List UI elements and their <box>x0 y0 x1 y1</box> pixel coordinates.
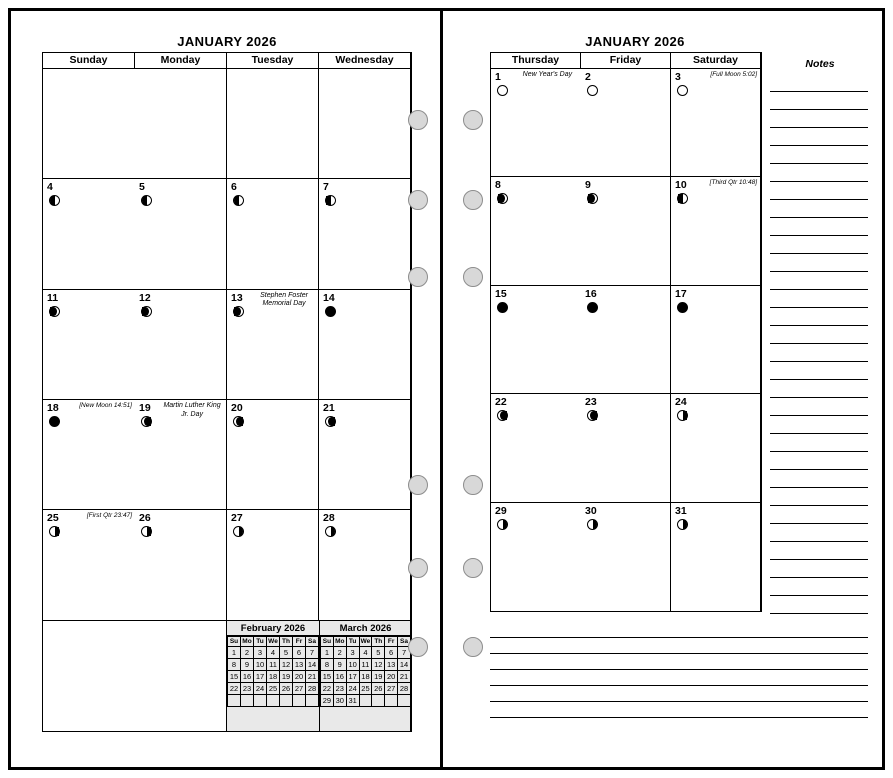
note-line[interactable] <box>770 182 868 200</box>
mini-day-cell: 16 <box>241 670 254 682</box>
note-line[interactable] <box>770 416 868 434</box>
moon-phase-icon <box>49 306 60 317</box>
mini-day-cell: 13 <box>385 658 398 670</box>
calendar-day-cell[interactable] <box>227 290 319 400</box>
mini-day-cell: 1 <box>228 646 241 658</box>
mini-day-cell: 7 <box>306 646 319 658</box>
day-number: 3 <box>675 71 681 83</box>
day-number: 20 <box>231 402 243 414</box>
calendar-day-cell[interactable] <box>581 69 671 177</box>
dow-header-monday: Monday <box>135 53 227 69</box>
calendar-day-cell[interactable] <box>581 177 671 285</box>
note-line[interactable] <box>770 542 868 560</box>
note-line[interactable] <box>770 92 868 110</box>
moon-phase-icon <box>587 519 598 530</box>
calendar-day-cell[interactable] <box>671 286 761 394</box>
mini-day-cell: 16 <box>333 670 346 682</box>
calendar-day-cell[interactable] <box>671 69 761 177</box>
moon-phase-icon <box>233 195 244 206</box>
note-line[interactable] <box>770 470 868 488</box>
mini-day-cell: 26 <box>280 682 293 694</box>
note-line[interactable] <box>770 254 868 272</box>
note-line[interactable] <box>770 272 868 290</box>
calendar-day-cell[interactable] <box>491 177 581 285</box>
moon-phase-icon <box>325 195 336 206</box>
day-number: 19 <box>139 402 151 414</box>
moon-phase-icon <box>141 526 152 537</box>
day-number: 27 <box>231 512 243 525</box>
note-line[interactable] <box>770 110 868 128</box>
mini-day-cell <box>293 694 306 706</box>
mini-day-cell: 8 <box>321 658 334 670</box>
mini-month <box>227 621 319 731</box>
moon-event-note: [First Qtr 23:47] <box>86 512 132 520</box>
moon-phase-icon <box>141 416 152 427</box>
mini-day-cell: 2 <box>333 646 346 658</box>
note-line[interactable] <box>770 290 868 308</box>
punch-hole <box>408 475 428 495</box>
mini-day-cell: 18 <box>359 670 372 682</box>
day-number: 4 <box>47 181 53 194</box>
note-line[interactable] <box>490 654 868 670</box>
notes-lines-column[interactable] <box>770 74 868 614</box>
mini-day-cell: 23 <box>241 682 254 694</box>
calendar-day-cell[interactable] <box>135 69 227 179</box>
mini-day-cell: 11 <box>359 658 372 670</box>
moon-phase-icon <box>141 195 152 206</box>
moon-phase-icon <box>587 193 598 204</box>
note-line[interactable] <box>770 560 868 578</box>
mini-dow-header: Fr <box>293 636 306 646</box>
dow-header-sunday: Sunday <box>43 53 135 69</box>
punch-hole <box>463 637 483 657</box>
moon-phase-icon <box>233 526 244 537</box>
moon-phase-icon <box>497 519 508 530</box>
mini-day-cell: 29 <box>321 694 334 706</box>
mini-day-cell: 27 <box>293 682 306 694</box>
calendar-day-cell[interactable] <box>581 286 671 394</box>
mini-day-cell: 2 <box>241 646 254 658</box>
day-number: 28 <box>323 512 335 525</box>
calendar-day-cell[interactable] <box>135 510 227 620</box>
mini-day-cell: 7 <box>398 646 411 658</box>
calendar-day-cell[interactable] <box>43 400 135 510</box>
dow-header-thursday: Thursday <box>491 53 581 69</box>
note-line[interactable] <box>770 200 868 218</box>
mini-day-cell: 6 <box>293 646 306 658</box>
note-line[interactable] <box>770 488 868 506</box>
moon-phase-icon <box>325 306 336 317</box>
day-number: 6 <box>231 181 237 194</box>
day-number: 25 <box>47 512 59 525</box>
mini-week-row <box>228 670 319 682</box>
calendar-day-cell[interactable] <box>491 286 581 394</box>
mini-dow-header: Mo <box>242 637 252 645</box>
punch-hole <box>408 267 428 287</box>
note-line[interactable] <box>770 218 868 236</box>
moon-phase-icon <box>49 195 60 206</box>
note-line[interactable] <box>490 686 868 702</box>
day-number: 5 <box>139 181 145 194</box>
calendar-day-cell[interactable] <box>227 179 319 289</box>
day-number: 23 <box>585 396 597 409</box>
calendar-day-cell[interactable] <box>43 621 135 731</box>
mini-day-cell: 19 <box>372 670 385 682</box>
day-event-label: Stephen Foster Memorial Day <box>260 291 308 308</box>
note-line[interactable] <box>770 344 868 362</box>
mini-day-cell <box>280 694 293 706</box>
note-line[interactable] <box>490 638 868 654</box>
note-line[interactable] <box>770 524 868 542</box>
notes-lines-bottom[interactable] <box>490 622 868 732</box>
day-number: 1 <box>495 71 501 83</box>
day-number: 16 <box>585 287 597 300</box>
day-number: 7 <box>323 181 329 194</box>
moon-phase-icon <box>49 526 60 537</box>
calendar-day-cell[interactable] <box>135 621 227 731</box>
mini-day-cell <box>254 694 267 706</box>
note-line[interactable] <box>770 164 868 182</box>
mini-day-cell: 14 <box>306 658 319 670</box>
calendar-day-cell[interactable] <box>671 177 761 285</box>
mini-dow-header: Su <box>228 636 241 646</box>
punch-hole <box>408 190 428 210</box>
moon-phase-icon <box>497 193 508 204</box>
calendar-day-cell[interactable] <box>135 290 227 400</box>
mini-day-cell: 9 <box>333 658 346 670</box>
calendar-day-cell[interactable] <box>671 503 761 611</box>
day-number: 2 <box>585 71 591 83</box>
mini-day-cell: 6 <box>385 646 398 658</box>
mini-day-cell: 5 <box>372 646 385 658</box>
mini-day-cell: 28 <box>398 682 411 694</box>
mini-day-cell: 9 <box>241 658 254 670</box>
mini-day-cell: 18 <box>267 670 280 682</box>
note-line[interactable] <box>490 670 868 686</box>
calendar-day-cell[interactable] <box>581 503 671 611</box>
moon-phase-icon <box>497 410 508 421</box>
day-number: 17 <box>675 287 687 300</box>
day-number: 18 <box>47 402 59 414</box>
mini-day-cell: 26 <box>372 682 385 694</box>
moon-phase-icon <box>677 302 688 313</box>
mini-day-cell <box>267 694 280 706</box>
punch-hole <box>463 110 483 130</box>
moon-phase-icon <box>49 416 60 427</box>
moon-phase-icon <box>325 416 336 427</box>
punch-hole <box>463 475 483 495</box>
mini-day-cell: 20 <box>385 670 398 682</box>
calendar-day-cell[interactable] <box>319 510 411 620</box>
day-event-label: New Year's Day <box>522 71 573 78</box>
punch-hole <box>408 558 428 578</box>
dow-header-friday: Friday <box>581 53 671 69</box>
mini-month-title: February 2026 <box>227 621 319 636</box>
note-line[interactable] <box>770 380 868 398</box>
day-number: 12 <box>139 291 151 304</box>
mini-day-cell: 12 <box>280 658 293 670</box>
mini-day-cell: 20 <box>293 670 306 682</box>
moon-phase-icon <box>497 302 508 313</box>
binder-spine <box>440 8 443 770</box>
mini-week-row <box>228 646 319 658</box>
mini-day-cell: 31 <box>346 694 359 706</box>
day-event-label: Martin Luther King Jr. Day <box>163 402 221 418</box>
day-number: 10 <box>675 179 687 192</box>
mini-day-cell: 30 <box>333 694 346 706</box>
calendar-day-cell[interactable] <box>227 400 319 510</box>
mini-day-cell: 17 <box>346 670 359 682</box>
calendar-day-cell[interactable] <box>135 179 227 289</box>
moon-phase-icon <box>587 302 598 313</box>
mini-day-cell: 3 <box>254 646 267 658</box>
dow-header-wednesday: Wednesday <box>319 53 411 69</box>
moon-phase-icon <box>497 85 508 96</box>
notes-heading: Notes <box>805 58 835 70</box>
left-calendar-grid <box>42 52 412 732</box>
day-number: 24 <box>675 396 687 409</box>
mini-day-cell: 14 <box>398 658 411 670</box>
mini-week-row <box>228 658 319 670</box>
punch-hole <box>408 110 428 130</box>
note-line[interactable] <box>770 362 868 380</box>
mini-months-cell[interactable] <box>227 621 409 731</box>
left-month-title: JANUARY 2026 <box>177 34 277 49</box>
mini-day-cell: 17 <box>254 670 267 682</box>
mini-day-cell: 1 <box>321 646 334 658</box>
calendar-day-cell[interactable] <box>491 69 581 177</box>
note-line[interactable] <box>770 434 868 452</box>
mini-day-cell: 22 <box>228 682 241 694</box>
day-number: 15 <box>495 287 507 300</box>
moon-phase-icon <box>587 410 598 421</box>
mini-day-cell: 24 <box>254 682 267 694</box>
mini-dow-header: Th <box>372 636 385 646</box>
calendar-day-cell[interactable] <box>581 394 671 502</box>
moon-phase-icon <box>677 410 688 421</box>
mini-day-cell: 28 <box>306 682 319 694</box>
calendar-day-cell[interactable] <box>319 621 411 731</box>
mini-day-cell: 24 <box>346 682 359 694</box>
mini-day-cell: 10 <box>254 658 267 670</box>
mini-dow-header: Su <box>321 636 334 646</box>
calendar-day-cell[interactable] <box>319 179 411 289</box>
mini-day-cell: 4 <box>267 646 280 658</box>
moon-phase-icon <box>233 306 244 317</box>
note-line[interactable] <box>770 326 868 344</box>
note-line[interactable] <box>490 702 868 718</box>
moon-phase-icon <box>587 85 598 96</box>
calendar-day-cell[interactable] <box>227 69 319 179</box>
punch-hole <box>408 637 428 657</box>
note-line[interactable] <box>770 146 868 164</box>
mini-month-title: March 2026 <box>320 621 411 636</box>
mini-day-cell: 23 <box>333 682 346 694</box>
mini-dow-header: Sa <box>306 636 319 646</box>
day-number: 11 <box>47 291 59 304</box>
calendar-day-cell[interactable] <box>491 503 581 611</box>
mini-day-cell <box>241 694 254 706</box>
mini-week-row <box>228 682 319 694</box>
mini-day-cell: 25 <box>267 682 280 694</box>
dow-header-saturday: Saturday <box>671 53 761 69</box>
mini-dow-header: We <box>360 637 371 645</box>
mini-dow-header: Tu <box>254 636 267 646</box>
punch-hole <box>463 190 483 210</box>
calendar-day-cell[interactable] <box>43 69 135 179</box>
punch-hole <box>463 558 483 578</box>
mini-day-cell: 11 <box>267 658 280 670</box>
day-number: 8 <box>495 179 501 192</box>
moon-event-note: [New Moon 14:51] <box>79 402 132 409</box>
right-calendar-grid <box>490 52 762 612</box>
day-number: 22 <box>495 396 507 409</box>
calendar-day-cell[interactable] <box>319 290 411 400</box>
punch-hole <box>463 267 483 287</box>
mini-day-cell: 3 <box>346 646 359 658</box>
mini-day-cell: 22 <box>321 682 334 694</box>
mini-day-cell: 19 <box>280 670 293 682</box>
day-number: 21 <box>323 402 335 414</box>
mini-day-cell <box>228 694 241 706</box>
day-number: 13 <box>231 291 243 304</box>
day-number: 14 <box>323 291 335 304</box>
calendar-day-cell[interactable] <box>671 394 761 502</box>
calendar-day-cell[interactable] <box>319 69 411 179</box>
mini-dow-header: Sa <box>398 636 411 646</box>
mini-week-row <box>228 694 319 706</box>
note-line[interactable] <box>770 578 868 596</box>
calendar-day-cell[interactable] <box>491 394 581 502</box>
note-line[interactable] <box>770 308 868 326</box>
moon-event-note: [Full Moon 5:02] <box>710 71 757 78</box>
mini-day-cell: 12 <box>372 658 385 670</box>
moon-event-note: [Third Qtr 10:48] <box>709 179 757 187</box>
calendar-day-cell[interactable] <box>135 400 227 510</box>
note-line[interactable] <box>770 128 868 146</box>
mini-day-cell: 5 <box>280 646 293 658</box>
moon-phase-icon <box>233 416 244 427</box>
day-number: 31 <box>675 504 687 517</box>
mini-day-cell: 13 <box>293 658 306 670</box>
moon-phase-icon <box>677 193 688 204</box>
moon-phase-icon <box>677 519 688 530</box>
note-line[interactable] <box>770 74 868 92</box>
note-line[interactable] <box>770 236 868 254</box>
note-line[interactable] <box>770 596 868 614</box>
mini-day-cell: 21 <box>398 670 411 682</box>
moon-phase-icon <box>677 85 688 96</box>
day-number: 30 <box>585 504 597 517</box>
note-line[interactable] <box>770 506 868 524</box>
mini-day-cell: 21 <box>306 670 319 682</box>
calendar-day-cell[interactable] <box>319 400 411 510</box>
moon-phase-icon <box>325 526 336 537</box>
mini-day-cell: 8 <box>228 658 241 670</box>
mini-day-cell <box>306 694 319 706</box>
calendar-day-cell[interactable] <box>227 510 319 620</box>
note-line[interactable] <box>490 622 868 638</box>
mini-day-cell: 4 <box>359 646 372 658</box>
note-line[interactable] <box>770 398 868 416</box>
mini-day-cell: 27 <box>385 682 398 694</box>
mini-dow-header: Tu <box>346 636 359 646</box>
note-line[interactable] <box>770 452 868 470</box>
mini-day-cell: 15 <box>228 670 241 682</box>
mini-day-cell: 15 <box>321 670 334 682</box>
mini-day-cell: 25 <box>359 682 372 694</box>
calendar-day-cell[interactable] <box>43 290 135 400</box>
mini-dow-header: Fr <box>385 636 398 646</box>
mini-dow-header: Mo <box>335 637 345 645</box>
mini-day-cell: 10 <box>346 658 359 670</box>
mini-dow-header: We <box>268 637 278 645</box>
day-number: 29 <box>495 504 507 517</box>
day-number: 26 <box>139 512 151 525</box>
mini-month-table <box>227 636 319 707</box>
calendar-day-cell[interactable] <box>43 510 135 620</box>
day-number: 9 <box>585 179 591 192</box>
moon-phase-icon <box>141 306 152 317</box>
calendar-day-cell[interactable] <box>43 179 135 289</box>
right-month-title: JANUARY 2026 <box>585 34 685 49</box>
dow-header-tuesday: Tuesday <box>227 53 319 69</box>
mini-dow-header: Th <box>280 636 293 646</box>
